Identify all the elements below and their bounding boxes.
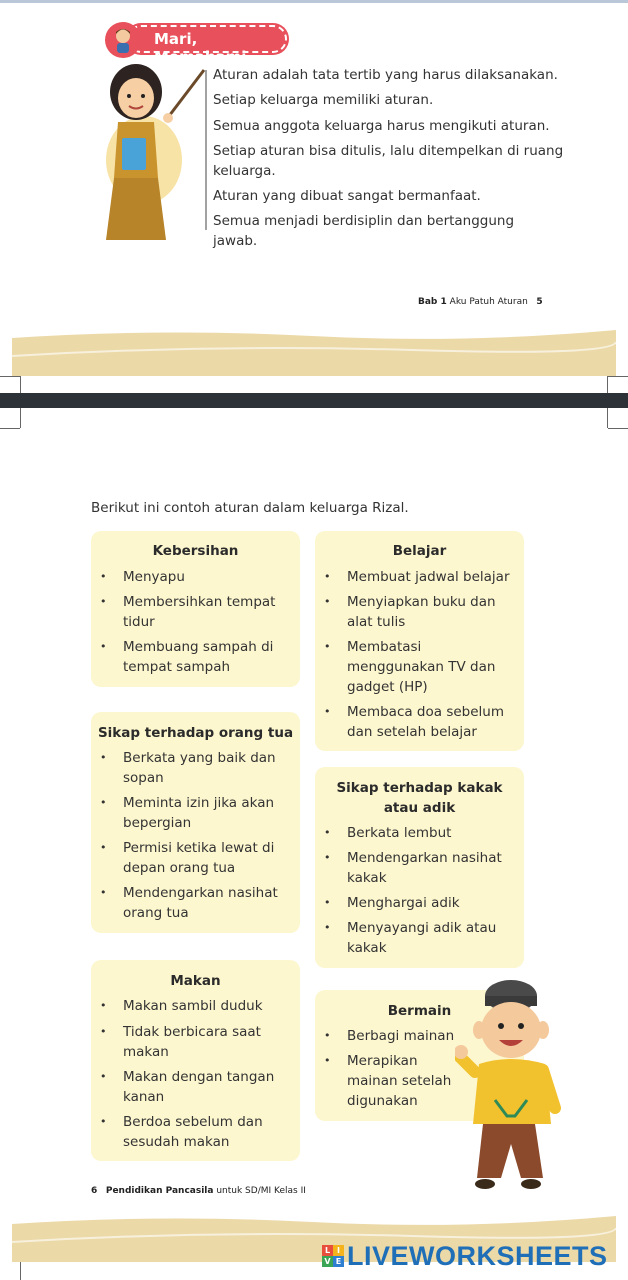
card-title: Makan (170, 973, 221, 989)
card-title: Belajar (392, 543, 447, 559)
list-item: Makan dengan tangan kanan (123, 1069, 275, 1105)
list-item: Berkata yang baik dan sopan (123, 750, 276, 786)
list-item: Menyayangi adik atau kakak (347, 920, 497, 956)
list-item: Tidak berbicara saat makan (123, 1024, 261, 1060)
list-item: Membuat jadwal belajar (347, 569, 510, 585)
list-item: Membersihkan tempat tidur (123, 594, 276, 630)
student-icon (105, 22, 141, 58)
list-item: Berbagi mainan (347, 1028, 455, 1044)
paragraph-6: Semua menjadi berdisiplin dan bertanggung jawab. (213, 213, 515, 249)
card-kebersihan: Kebersihan • Menyapu • Membersihkan tempat tidur • Membuang sampah di tempat sampah (91, 531, 300, 687)
wave-decoration (12, 326, 616, 376)
list-item: Meminta izin jika akan bepergian (123, 795, 275, 831)
paragraph-1: Aturan adalah tata tertib yang harus dilaksanakan. (213, 67, 558, 83)
badge-label: Mari, Memahami (154, 30, 247, 66)
teacher-illustration (96, 60, 212, 250)
list-item: Merapikan mainan setelah digunakan (347, 1053, 452, 1109)
card-orang-tua: Sikap terhadap orang tua • Berkata yang baik dan sopan • Meminta izin jika akan bepergian • Permisi ketika lewat di depan orang tua • Mendengarkan nasihat orang tua (91, 712, 300, 933)
crop-mark (0, 428, 20, 429)
crop-mark (607, 408, 608, 428)
list-item: Permisi ketika lewat di depan orang tua (123, 840, 275, 876)
card-title: Sikap terhadap orang tua (97, 725, 294, 741)
list-item: Berkata lembut (347, 825, 452, 841)
list-item: Mendengarkan nasihat kakak (347, 850, 502, 886)
liveworksheets-text: LIVEWORKSHEETS (347, 1240, 608, 1271)
crop-mark (0, 376, 20, 377)
crop-mark (608, 376, 628, 377)
crop-mark (20, 408, 21, 428)
list-item: Makan sambil duduk (123, 998, 263, 1014)
list-item: Membuang sampah di tempat sampah (123, 639, 274, 675)
liveworksheets-logo-icon: L I V E (322, 1245, 344, 1267)
page-separator (0, 393, 628, 408)
card-makan: Makan • Makan sambil duduk • Tidak berbicara saat makan • Makan dengan tangan kanan • Berdoa sebelum dan sesudah makan (91, 960, 300, 1161)
list-item: Membatasi menggunakan TV dan gadget (HP) (347, 639, 496, 695)
liveworksheets-watermark (322, 1240, 608, 1272)
card-bermain: Bermain • Berbagi mainan • Merapikan mainan setelah digunakan (315, 990, 524, 1121)
card-title: Bermain (387, 1003, 452, 1019)
page-footer-left: 6 Pendidikan Pancasila untuk SD/MI Kelas II (91, 1186, 306, 1196)
list-item: Mendengarkan nasihat orang tua (123, 885, 278, 921)
card-kakak-adik: Sikap terhadap kakak atau adik • Berkata lembut • Mendengarkan nasihat kakak • Menghargai adik • Menyayangi adik atau kakak (315, 767, 524, 968)
list-item: Menyapu (123, 569, 185, 585)
section-badge (105, 22, 288, 66)
paragraph-4: Setiap aturan bisa ditulis, lalu ditempelkan di ruang keluarga. (213, 143, 564, 179)
card-title: Kebersihan (152, 543, 239, 559)
page-footer-right: Bab 1 Aku Patuh Aturan 5 (418, 297, 543, 307)
top-rule (0, 0, 628, 3)
boy-illustration (455, 978, 561, 1192)
divider-line (205, 70, 207, 230)
intro-text: Berikut ini contoh aturan dalam keluarga Rizal. (91, 500, 409, 516)
crop-mark (20, 1262, 21, 1280)
list-item: Menghargai adik (347, 895, 460, 911)
paragraph-5: Aturan yang dibuat sangat bermanfaat. (213, 188, 481, 204)
list-item: Menyiapkan buku dan alat tulis (347, 594, 496, 630)
paragraph-2: Setiap keluarga memiliki aturan. (213, 92, 434, 108)
card-title: Sikap terhadap kakak atau adik (336, 780, 503, 816)
list-item: Membaca doa sebelum dan setelah belajar (347, 704, 504, 740)
list-item: Berdoa sebelum dan sesudah makan (123, 1114, 263, 1150)
crop-mark (608, 428, 628, 429)
card-belajar: Belajar • Membuat jadwal belajar • Menyiapkan buku dan alat tulis • Membatasi menggunakan TV dan gadget (HP) • Membaca doa sebelum dan setelah belajar (315, 531, 524, 751)
paragraph-3: Semua anggota keluarga harus mengikuti aturan. (213, 118, 550, 134)
